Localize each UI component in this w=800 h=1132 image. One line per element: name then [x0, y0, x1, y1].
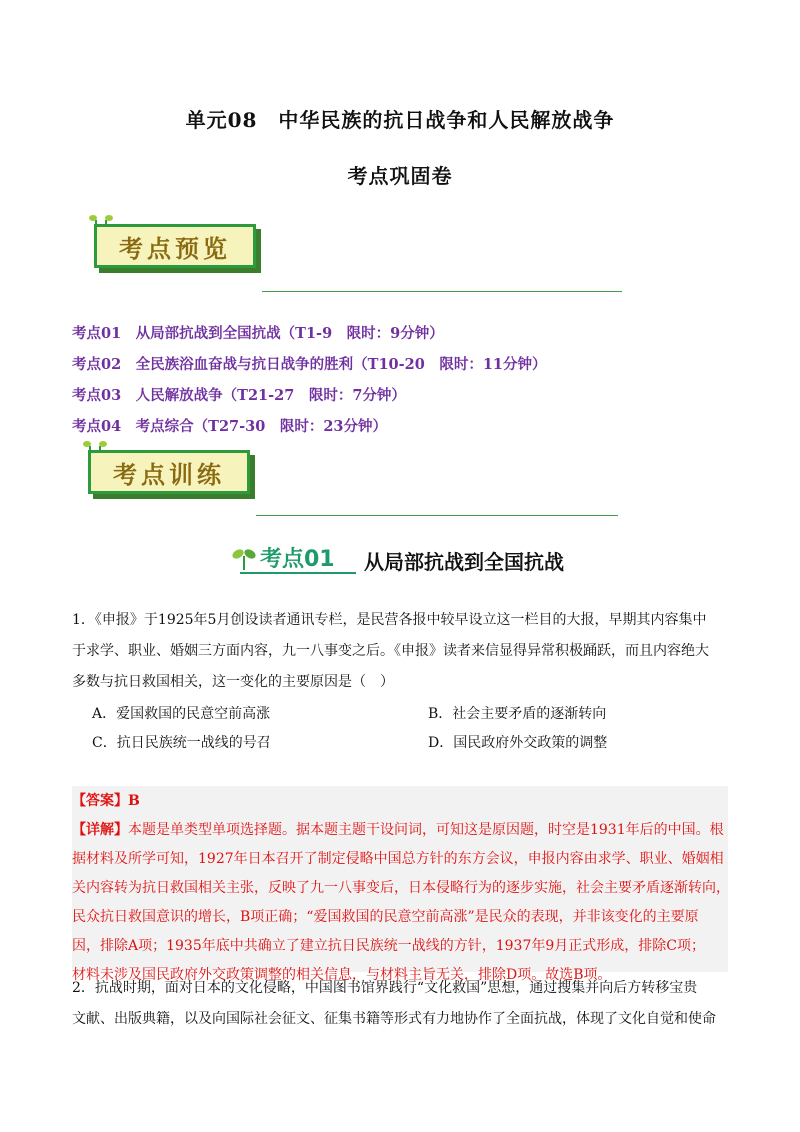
detail-line: 因，排除A项；1935年底中共确立了建立抗日民族统一战线的方针，1937年9月正式形成，排除C项；	[72, 938, 705, 954]
detail-line: 关内容转为抗日救国相关主张，反映了九一八事变后，日本侵略行为的逐步实施，社会主要矛盾逐渐转向，	[72, 880, 730, 896]
detail-line: 民众抗日救国意识的增长，B项正确；“爱国救国的民意空前高涨”是民众的表现，并非该变化的主要原	[72, 909, 699, 925]
kaodian-list	[72, 318, 732, 442]
detail-line: 材料未涉及国民政府外交政策调整的相关信息，与材料主旨无关，排除D项。故选B项。	[72, 967, 612, 983]
kaodian-item-2: 考点02 全民族浴血奋战与抗日战争的胜利（T10-20 限时：11分钟）	[72, 356, 547, 373]
banner-training	[82, 442, 254, 494]
question-2	[72, 973, 732, 1035]
option-a: A．爱国救国的民意空前高涨	[92, 706, 271, 722]
answer-tag: 【答案】	[72, 793, 128, 809]
question-line: 于求学、职业、婚姻三方面内容，九一八事变之后。《申报》读者来信显得异常积极踊跃，而且内容绝大	[72, 643, 709, 659]
sprout-icon	[232, 544, 256, 570]
banner-preview-label: 考点预览	[119, 234, 231, 263]
option-b: B．社会主要矛盾的逐渐转向	[428, 706, 607, 722]
question-line: 2．抗战时期，面对日本的文化侵略，中国图书馆界践行“文化救国”思想，通过搜集并向后方转移宝贵	[72, 980, 698, 996]
detail-line: 本题是单类型单项选择题。据本题主题干设问词，可知这是原因题，时空是1931年后的中国。根	[128, 822, 724, 838]
answer-section	[72, 787, 728, 990]
document-subtitle: 考点巩固卷	[347, 164, 453, 188]
detail-line: 据材料及所学可知，1927年日本召开了制定侵略中国总方针的东方会议，申报内容由求学、职业、婚姻相	[72, 851, 724, 867]
question-1	[72, 605, 732, 698]
kaodian-badge-text: 考点01	[260, 547, 335, 572]
kaodian-badge	[232, 542, 356, 574]
option-c: C．抗日民族统一战线的号召	[92, 735, 271, 751]
kaodian-item-1: 考点01 从局部抗战到全国抗战（T1-9 限时：9分钟）	[72, 325, 444, 342]
kaodian-item-3: 考点03 人民解放战争（T21-27 限时：7分钟）	[72, 387, 406, 404]
banner-preview	[88, 216, 260, 268]
detail-tag: 【详解】	[72, 822, 128, 838]
banner-training-label: 考点训练	[113, 460, 225, 489]
kaodian-item-4: 考点04 考点综合（T27-30 限时：23分钟）	[72, 418, 388, 435]
option-d: D．国民政府外交政策的调整	[428, 735, 608, 751]
question-line: 多数与抗日救国相关，这一变化的主要原因是（ ）	[72, 674, 394, 690]
divider-line	[256, 515, 618, 516]
question-line: 文献、出版典籍，以及向国际社会征文、征集书籍等形式有力地协作了全面抗战，体现了文化自觉和使命	[72, 1011, 716, 1027]
section-heading	[232, 542, 612, 582]
section-title: 从局部抗战到全国抗战	[364, 550, 564, 574]
divider-line	[262, 291, 622, 292]
answer-value: B	[128, 793, 140, 809]
document-title: 单元08 中华民族的抗日战争和人民解放战争	[185, 108, 615, 132]
question-line: 1．《申报》于1925年5月创设读者通讯专栏，是民营各报中较早设立这一栏目的大报，早期其内容集中	[72, 612, 707, 628]
question-1-options	[92, 700, 732, 758]
